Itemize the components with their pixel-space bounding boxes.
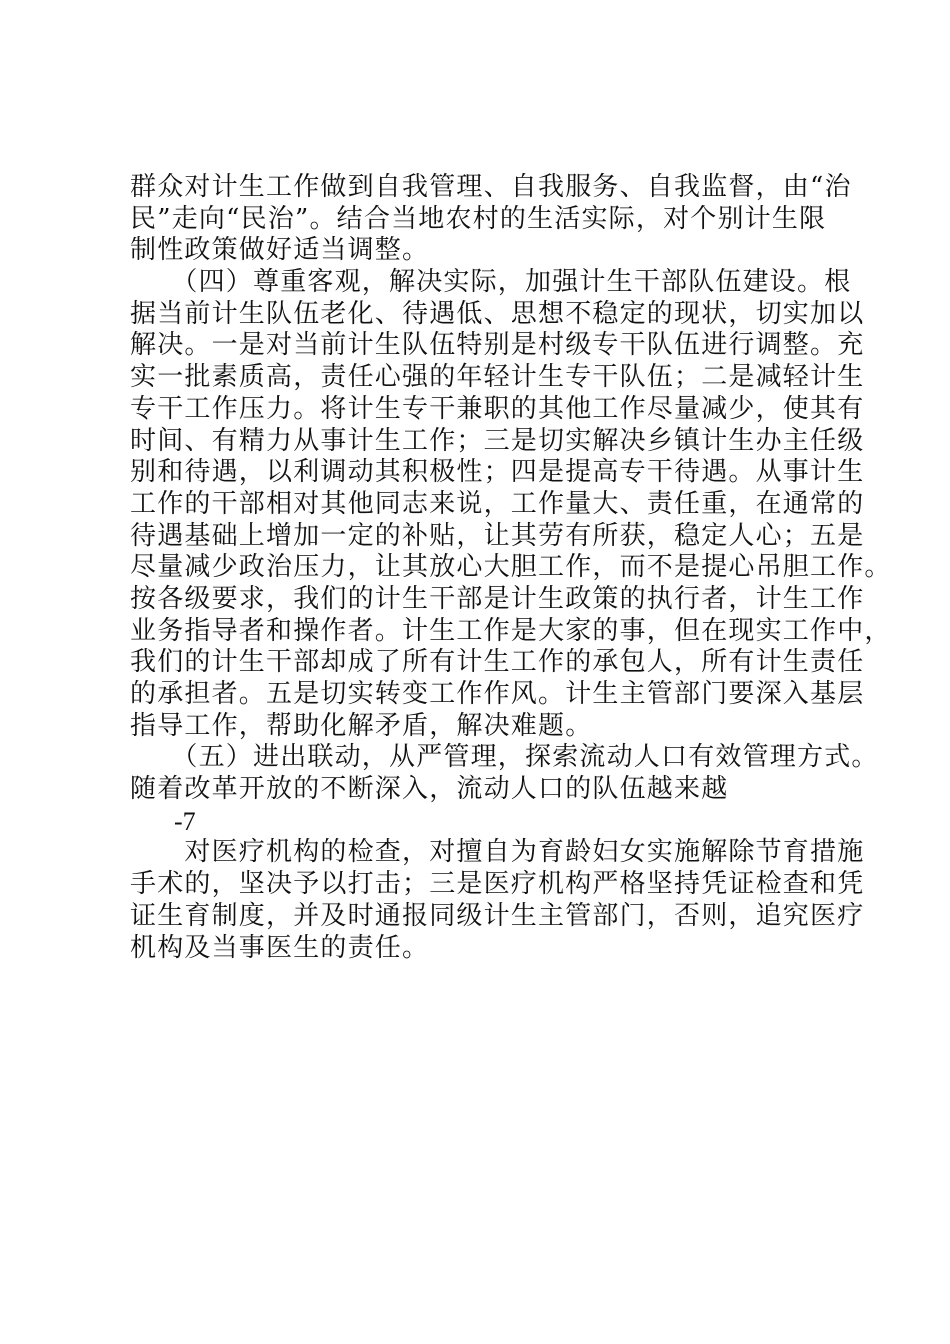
text-line: （四）尊重客观，解决实际，加强计生干部队伍建设。根 — [130, 267, 852, 298]
text-line: 据当前计生队伍老化、待遇低、思想不稳定的现状，切实加以 — [130, 298, 865, 329]
text-line: 别和待遇，以利调动其积极性；四是提高专干待遇。从事计生 — [130, 457, 865, 488]
text-line: 群众对计生工作做到自我管理、自我服务、自我监督，由“治 — [130, 172, 852, 202]
text-line: 的承担者。五是切实转变工作作风。计生主管部门要深入基层 — [130, 679, 865, 709]
text-line: 尽量减少政治压力，让其放心大胆工作，而不是提心吊胆工作。 — [130, 552, 892, 583]
text-line: 民”走向“民治”。结合当地农村的生活实际，对个别计生限 — [130, 203, 827, 234]
text-line: 工作的干部相对其他同志来说，工作量大、责任重，在通常的 — [130, 488, 865, 519]
text-line: 业务指导者和操作者。计生工作是大家的事，但在现实工作中， — [130, 615, 892, 646]
text-line: 随着改革开放的不断深入，流动人口的队伍越来越 — [130, 774, 729, 805]
text-line: 制性政策做好适当调整。 — [130, 235, 430, 266]
text-line: 待遇基础上增加一定的补贴，让其劳有所获，稳定人心；五是 — [130, 520, 865, 551]
text-line: 机构及当事医生的责任。 — [130, 932, 430, 963]
text-line: 对医疗机构的检查，对擅自为育龄妇女实施解除节育措施 — [130, 837, 865, 868]
text-line: 专干工作压力。将计生专干兼职的其他工作尽量减少，使其有 — [130, 393, 865, 424]
paragraph-block-before — [130, 172, 892, 806]
text-line: 指导工作，帮助化解矛盾，解决难题。 — [130, 710, 593, 741]
text-line: 手术的，坚决予以打击；三是医疗机构严格坚持凭证检查和凭 — [130, 869, 865, 900]
text-line: 时间、有精力从事计生工作；三是切实解决乡镇计生办主任级 — [130, 425, 865, 456]
document-page — [130, 172, 892, 964]
text-line: 实一批素质高，责任心强的年轻计生专干队伍；二是减轻计生 — [130, 362, 865, 393]
text-line: （五）进出联动，从严管理，探索流动人口有效管理方式。 — [130, 742, 879, 773]
text-line: 按各级要求，我们的计生干部是计生政策的执行者，计生工作 — [130, 583, 865, 614]
paragraph-block-after — [130, 837, 865, 964]
text-line: 解决。一是对当前计生队伍特别是村级专干队伍进行调整。充 — [130, 330, 865, 361]
text-line: 我们的计生干部却成了所有计生工作的承包人，所有计生责任 — [130, 647, 865, 678]
text-line: 证生育制度，并及时通报同级计生主管部门，否则，追究医疗 — [130, 900, 865, 931]
page-number: -7 — [174, 806, 196, 836]
